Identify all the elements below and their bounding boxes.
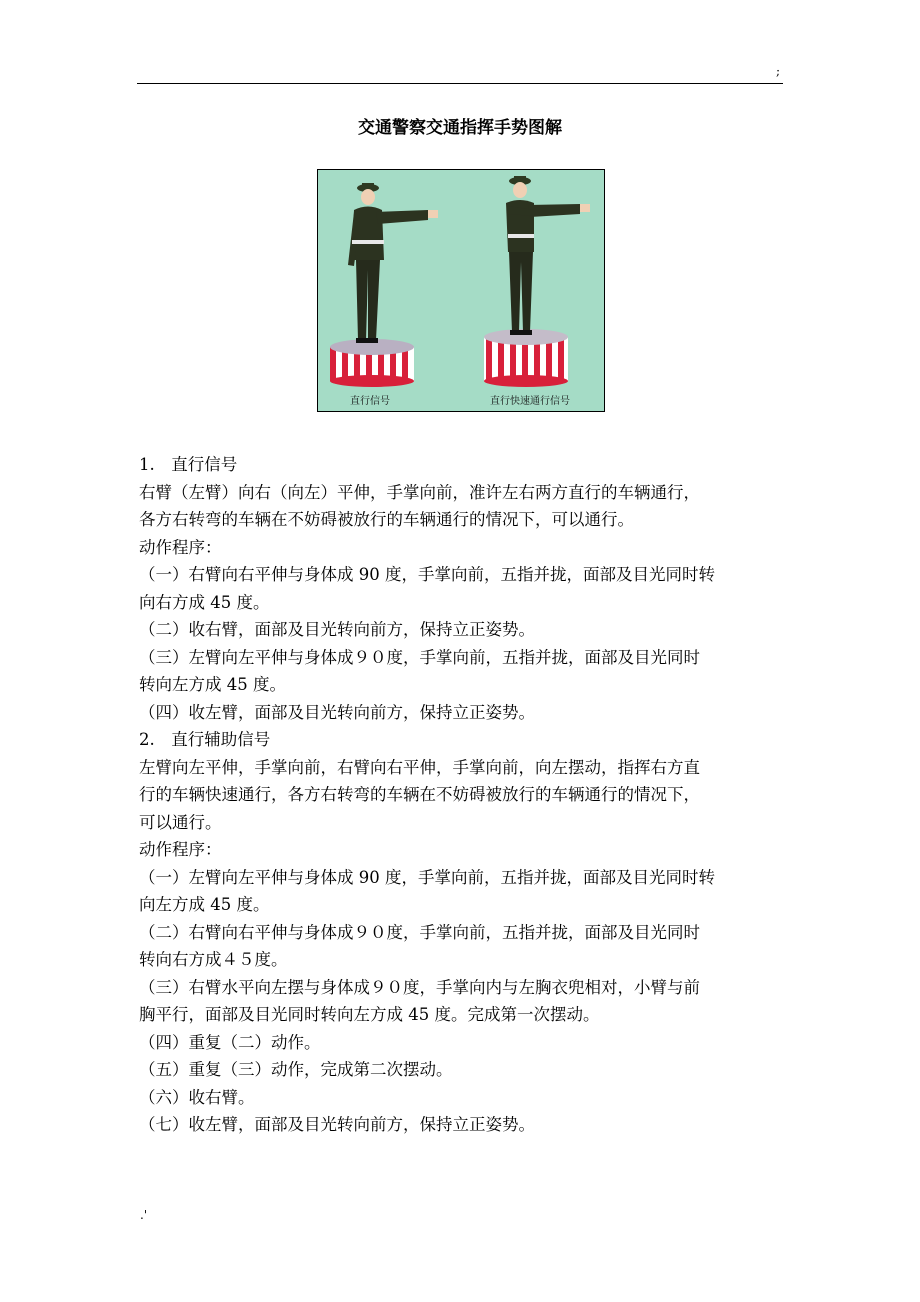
procedure-step-line: （二）右臂向右平伸与身体成９０度，手掌向前，五指并拢，面部及目光同时 — [139, 922, 700, 942]
body-text — [139, 451, 784, 1139]
section-heading-2: 2. 直行辅助信号 — [139, 730, 271, 749]
footer-mark: .' — [140, 1208, 148, 1222]
procedure-step-line: 胸平行，面部及目光同时转向左方成 45 度。完成第一次摆动。 — [139, 1005, 600, 1024]
figure-caption-right: 直行快速通行信号 — [490, 396, 570, 407]
right-officer — [506, 176, 590, 335]
procedure-step-line: （一）右臂向右平伸与身体成 90 度，手掌向前，五指并拢，面部及目光同时转 — [139, 565, 715, 584]
procedure-step-line: （七）收左臂，面部及目光转向前方，保持立正姿势。 — [139, 1115, 535, 1134]
paragraph-line: 左臂向左平伸，手掌向前，右臂向右平伸，手掌向前，向左摆动，指挥右方直 — [139, 757, 700, 777]
figure-caption-left: 直行信号 — [350, 396, 390, 407]
procedure-label: 动作程序： — [139, 537, 222, 557]
procedure-step-line: 转向右方成４５度。 — [139, 950, 288, 969]
header-rule — [137, 83, 783, 84]
procedure-step-line: （一）左臂向左平伸与身体成 90 度，手掌向前，五指并拢，面部及目光同时转 — [139, 867, 715, 887]
procedure-step-line: （六）收右臂。 — [139, 1087, 255, 1107]
left-stand — [330, 339, 414, 387]
procedure-step-line: （四）收左臂，面部及目光转向前方，保持立正姿势。 — [139, 702, 535, 722]
paragraph-line: 各方右转弯的车辆在不妨碍被放行的车辆通行的情况下，可以通行。 — [139, 510, 634, 529]
header-mark: ; — [776, 64, 781, 78]
left-officer — [348, 183, 438, 343]
paragraph-line: 行的车辆快速通行，各方右转弯的车辆在不妨碍被放行的车辆通行的情况下， — [139, 785, 700, 804]
paragraph-line: 可以通行。 — [139, 812, 222, 832]
page-title: 交通警察交通指挥手势图解 — [358, 118, 562, 138]
section-heading-1: 1. 直行信号 — [139, 455, 238, 474]
paragraph-line: 右臂（左臂）向右（向左）平伸，手掌向前，准许左右两方直行的车辆通行， — [139, 482, 700, 502]
right-stand — [484, 329, 568, 387]
procedure-label: 动作程序： — [139, 840, 222, 859]
procedure-step-line: （三）左臂向左平伸与身体成９０度，手掌向前，五指并拢，面部及目光同时 — [139, 647, 700, 667]
procedure-step-line: （五）重复（三）动作，完成第二次摆动。 — [139, 1060, 453, 1079]
procedure-step-line: （二）收右臂，面部及目光转向前方，保持立正姿势。 — [139, 620, 535, 639]
procedure-step-line: （四）重复（二）动作。 — [139, 1032, 321, 1052]
procedure-step-line: 向右方成 45 度。 — [139, 592, 270, 612]
procedure-step-line: 转向左方成 45 度。 — [139, 675, 286, 694]
traffic-police-figure — [317, 169, 605, 412]
procedure-step-line: 向左方成 45 度。 — [139, 895, 270, 914]
figure-illustration — [318, 170, 605, 412]
procedure-step-line: （三）右臂水平向左摆与身体成９０度，手掌向内与左胸衣兜相对，小臂与前 — [139, 977, 700, 997]
